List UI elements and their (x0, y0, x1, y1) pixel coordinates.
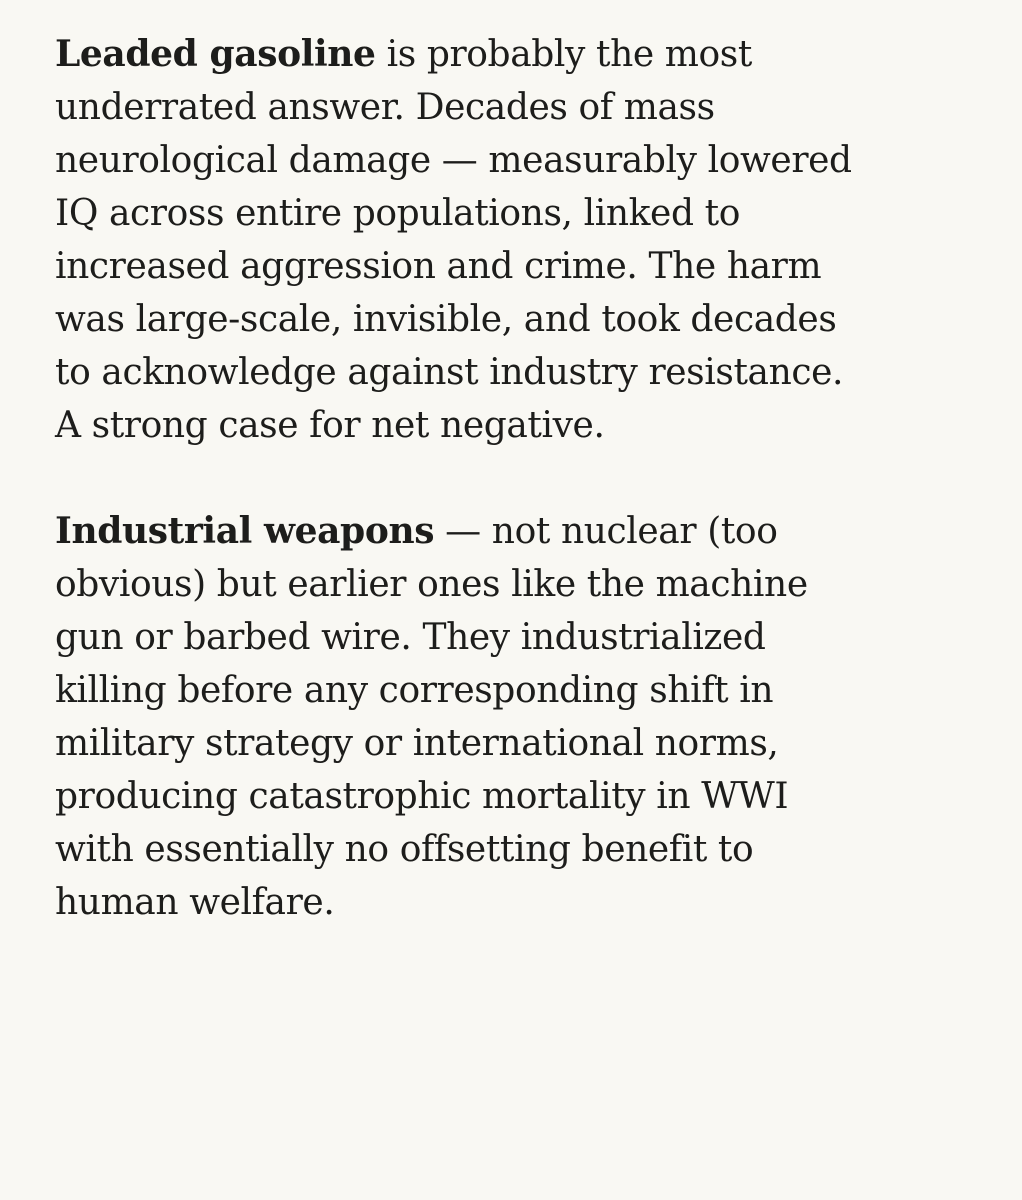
text-line: with essentially no offsetting benefit to (55, 829, 754, 870)
text-line: gun or barbed wire. They industrialized (55, 617, 766, 658)
text-line: increased aggression and crime. The harm (55, 246, 822, 287)
text-line (55, 505, 975, 558)
article-body (55, 28, 975, 929)
term-heading: Leaded gasoline (55, 33, 376, 75)
paragraph-leaded-gasoline (55, 28, 975, 452)
text-line: killing before any corresponding shift in (55, 670, 774, 711)
text-line: human welfare. (55, 882, 335, 923)
term-heading: Industrial weapons (55, 510, 435, 552)
text-line: IQ across entire populations, linked to (55, 193, 740, 234)
text-line: neurological damage — measurably lowered (55, 140, 852, 181)
text-line: obvious) but earlier ones like the machine (55, 564, 808, 605)
line-text: is probably the most (375, 34, 752, 75)
text-line: A strong case for net negative. (55, 405, 605, 446)
text-line: producing catastrophic mortality in WWI (55, 776, 789, 817)
text-line (55, 28, 975, 81)
text-line: to acknowledge against industry resistance. (55, 352, 844, 393)
line-text: — not nuclear (too (434, 511, 778, 552)
text-line: was large-scale, invisible, and took decades (55, 299, 837, 340)
text-line: underrated answer. Decades of mass (55, 87, 715, 128)
paragraph-industrial-weapons (55, 505, 975, 929)
text-line: military strategy or international norms, (55, 723, 779, 764)
